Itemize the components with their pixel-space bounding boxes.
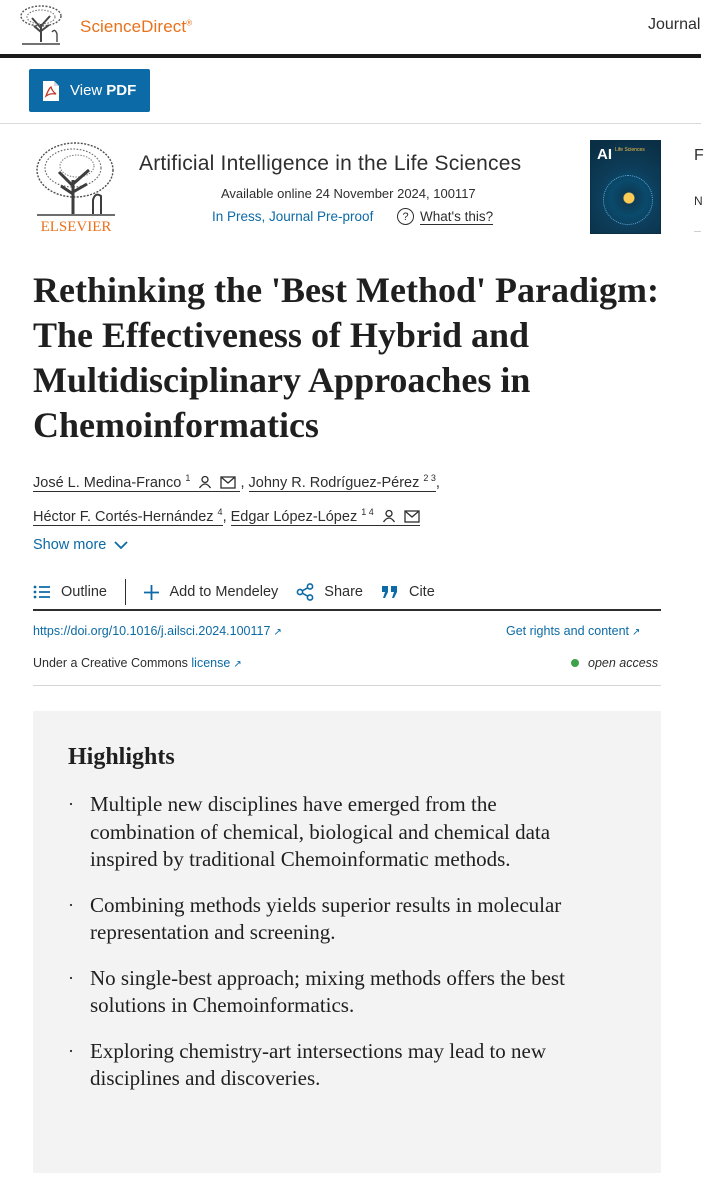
highlights-title: Highlights bbox=[68, 744, 175, 770]
highlight-item: · No single-best approach; mixing methods offers the best solutions in Chemoinformatics. bbox=[68, 965, 588, 1020]
highlight-item: · Exploring chemistry-art intersections may lead to new disciplines and discoveries. bbox=[68, 1038, 588, 1093]
elsevier-tree-icon[interactable] bbox=[16, 4, 66, 46]
author-list bbox=[33, 464, 673, 532]
author-name: Héctor F. Cortés-Hernández bbox=[33, 508, 214, 525]
license-link[interactable] bbox=[191, 656, 241, 670]
highlight-item: · Combining methods yields superior results in molecular representation and screening. bbox=[68, 892, 588, 947]
cover-ring bbox=[603, 175, 653, 225]
question-icon: ? bbox=[397, 208, 414, 225]
author-separator: , bbox=[240, 474, 249, 491]
author-affiliation: 1 4 bbox=[361, 506, 374, 517]
author-affiliation: 2 3 bbox=[423, 473, 436, 483]
highlights-list bbox=[68, 791, 588, 1111]
journal-title[interactable]: Artificial Intelligence in the Life Sciences bbox=[139, 152, 522, 175]
doi-link[interactable] bbox=[33, 624, 282, 638]
cite-label: Cite bbox=[408, 584, 435, 600]
share-label: Share bbox=[324, 584, 363, 600]
elsevier-wordmark: ELSEVIER bbox=[40, 219, 112, 235]
share-icon bbox=[296, 583, 314, 601]
highlights-box bbox=[33, 711, 661, 1173]
rights-link[interactable] bbox=[506, 624, 640, 638]
top-bar bbox=[0, 0, 701, 56]
mail-icon bbox=[220, 476, 236, 489]
plus-icon bbox=[144, 585, 159, 600]
mail-icon bbox=[404, 510, 420, 523]
view-pdf-label: View bbox=[70, 82, 103, 99]
highlight-item: · Multiple new disciplines have emerged from the combination of chemical, biological and chemical data inspired by traditional Chemoinformatic methods. bbox=[68, 791, 588, 874]
offscreen-panel-rule bbox=[694, 231, 701, 232]
article-toolbar bbox=[33, 573, 661, 611]
author-name: José L. Medina-Franco bbox=[33, 474, 182, 491]
open-access-dot-icon bbox=[571, 659, 579, 667]
author-name: Edgar López-López bbox=[230, 508, 358, 525]
external-link-icon: ↗ bbox=[233, 659, 242, 670]
person-icon bbox=[382, 509, 396, 523]
author-link[interactable] bbox=[230, 506, 420, 526]
license-prefix: Under a Creative Commons bbox=[33, 656, 188, 670]
chevron-down-icon bbox=[114, 541, 128, 550]
pdf-bar bbox=[0, 58, 701, 124]
author-separator: , bbox=[222, 508, 231, 525]
view-pdf-button[interactable] bbox=[29, 69, 150, 112]
outline-button[interactable] bbox=[33, 584, 107, 600]
cover-ai-text: AI bbox=[597, 146, 612, 163]
quote-icon bbox=[381, 585, 399, 599]
author-affiliation: 4 bbox=[217, 506, 223, 517]
share-button[interactable] bbox=[296, 583, 363, 601]
author-name: Johny R. Rodríguez-Pérez bbox=[248, 474, 420, 491]
offscreen-panel-text-2: N bbox=[694, 194, 703, 208]
brand-name: ScienceDirect bbox=[80, 17, 187, 36]
pdf-icon bbox=[42, 80, 60, 102]
offscreen-panel-text-1: F bbox=[694, 147, 704, 164]
toolbar-separator bbox=[125, 579, 127, 605]
whats-this-label: What's this? bbox=[420, 208, 494, 224]
view-pdf-label-bold: PDF bbox=[106, 82, 137, 99]
author-separator: , bbox=[435, 474, 440, 491]
open-access-label: open access bbox=[588, 656, 659, 670]
brand-mark: ® bbox=[186, 18, 193, 28]
list-icon bbox=[33, 585, 51, 599]
meta-divider bbox=[33, 685, 661, 686]
author-link[interactable] bbox=[33, 506, 223, 526]
sciencedirect-logo[interactable] bbox=[80, 17, 192, 37]
whats-this-link[interactable] bbox=[397, 208, 493, 225]
article-title: Rethinking the 'Best Method' Paradigm: The Effectiveness of Hybrid and Multidisciplinary Approaches in Chemoinformatics bbox=[33, 270, 659, 445]
journal-cover[interactable] bbox=[590, 140, 661, 234]
outline-label: Outline bbox=[61, 584, 107, 600]
elsevier-tree-icon bbox=[37, 143, 115, 215]
open-access-badge bbox=[571, 656, 658, 670]
available-online: Available online 24 November 2024, 100117 bbox=[221, 186, 476, 201]
author-link[interactable] bbox=[249, 475, 436, 492]
license-link-text: license bbox=[191, 656, 231, 670]
external-link-icon: ↗ bbox=[273, 627, 282, 638]
rights-text: Get rights and content bbox=[506, 624, 629, 638]
cover-subtitle: Life Sciences bbox=[615, 147, 645, 153]
add-to-mendeley-button[interactable] bbox=[144, 584, 278, 600]
show-more-button[interactable] bbox=[33, 537, 128, 553]
doi-text: https://doi.org/10.1016/j.ailsci.2024.100117 bbox=[33, 624, 271, 638]
in-press-status[interactable]: In Press, Journal Pre-proof bbox=[212, 209, 374, 224]
cite-button[interactable] bbox=[381, 584, 435, 600]
journal-nav-link[interactable]: Journal bbox=[648, 16, 701, 33]
person-icon bbox=[198, 475, 212, 489]
show-more-label: Show more bbox=[33, 537, 107, 553]
license-line bbox=[33, 656, 242, 670]
external-link-icon: ↗ bbox=[632, 627, 641, 638]
author-affiliation: 1 bbox=[185, 473, 191, 483]
toolbar-divider bbox=[33, 609, 661, 611]
elsevier-logo[interactable] bbox=[33, 140, 119, 236]
author-link[interactable] bbox=[33, 475, 240, 492]
mendeley-label: Add to Mendeley bbox=[169, 584, 279, 600]
